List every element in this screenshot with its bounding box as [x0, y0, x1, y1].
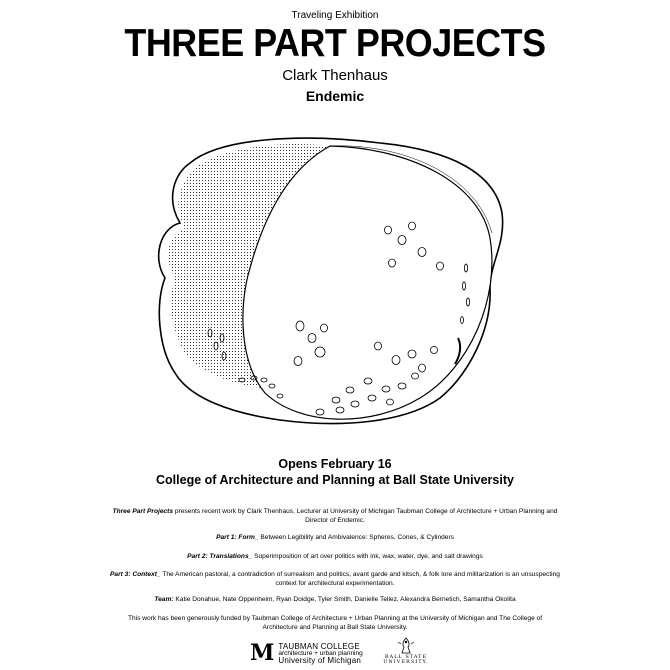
funding-paragraph: This work has been generously funded by Taubman College of Architecture + Urban Planning at the University of Michigan and The College of Architecture and Planning at Ball State University.: [127, 615, 543, 631]
taubman-logo-text: [278, 643, 362, 664]
part2-paragraph: [110, 552, 560, 561]
venue-name: College of Architecture and Planning at Ball State University: [156, 473, 514, 487]
opening-date: Opens February 16: [278, 457, 392, 471]
taubman-logo-line3: University of Michigan: [278, 655, 362, 665]
project-name: Endemic: [305, 88, 365, 104]
part1-text: Between Legibility and Ambivalence: Spheres, Cones, & Cylinders: [258, 534, 454, 541]
ball-state-logo: [382, 637, 430, 665]
block-m-icon: M: [250, 640, 275, 666]
artist-name: Clark Thenhaus: [282, 67, 388, 84]
part1-label: Part 1: Form_: [216, 534, 259, 541]
taubman-logo-line2: architecture + urban planning: [278, 649, 363, 657]
team-label: Team:: [154, 596, 174, 603]
part3-paragraph: [110, 570, 560, 588]
intro-title: Three Part Projects: [112, 508, 174, 515]
taubman-logo-line1: TAUBMAN COLLEGE: [278, 641, 360, 651]
part2-label: Part 2: Translations_: [187, 553, 253, 560]
intro-text: presents recent work by Clark Thenhaus, Lecturer at University of Michigan Taubman College of Architecture + Urban Planning and Director of Endemic.: [173, 508, 558, 524]
endemic-form-drawing: [150, 128, 510, 448]
team-paragraph: [110, 595, 560, 604]
part2-text: Superimposition of art over politics with ink, wax, water, dye, and salt drawings: [252, 553, 483, 560]
team-text: Katie Donahue, Nate Oppenheim, Ryan Doidge, Tyler Smith, Danielle Tellez, Alexandra Bernetich, Samantha Okolita: [173, 596, 516, 603]
ball-state-line1: BALL STATE: [384, 654, 428, 660]
exhibition-kicker: Traveling Exhibition: [291, 10, 379, 21]
ball-state-line2: UNIVERSITY.: [383, 659, 429, 665]
intro-paragraph: [110, 507, 560, 525]
part3-text: The American pastoral, a contradiction of surrealism and politics, avant garde and kitsch, & folk lore and militarization is an unsuspecting context for architectural experimentation.: [160, 571, 560, 587]
part1-paragraph: [110, 533, 560, 542]
taubman-college-logo: [250, 641, 363, 665]
poster-title: THREE PART PROJECTS: [124, 22, 546, 65]
part3-label: Part 3: Context_: [110, 571, 161, 578]
beneficence-icon: [382, 637, 430, 655]
